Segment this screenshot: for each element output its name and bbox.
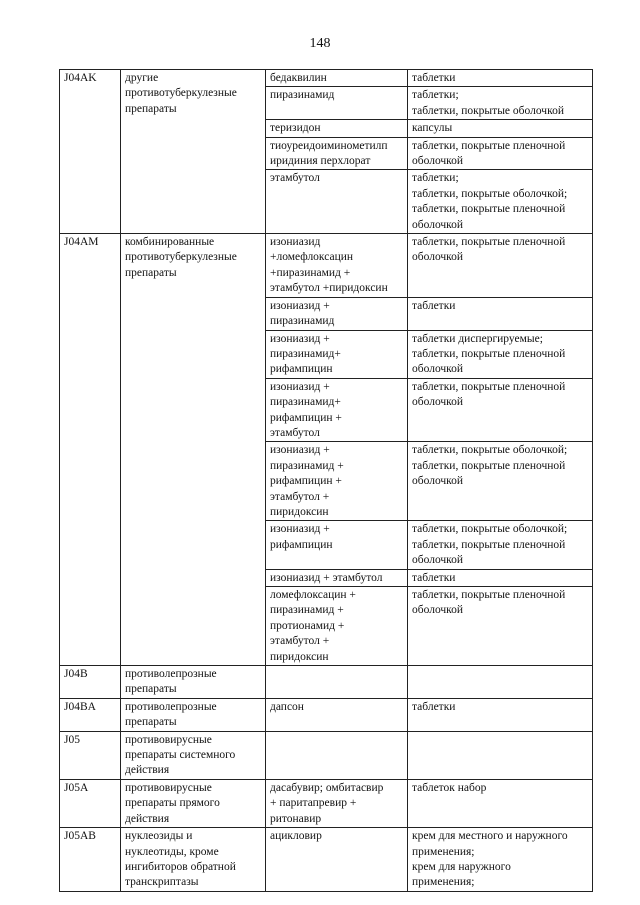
drug-line: ломефлоксацин + <box>270 589 356 601</box>
drug-line: изониазид + <box>270 444 330 457</box>
form-cell <box>408 70 593 87</box>
form-line: таблетки, покрытые пленочной <box>412 538 566 551</box>
form-line: таблетки, покрытые оболочкой; <box>412 444 568 457</box>
atc-code-cell <box>60 234 121 666</box>
drug-cell <box>266 87 408 120</box>
form-cell <box>408 698 593 731</box>
group-line: противолепрозные <box>125 668 217 681</box>
drug-table <box>59 69 593 892</box>
form-line: таблетки; <box>412 89 459 102</box>
drug-cell <box>266 698 408 731</box>
drug-line: рифампицин + <box>270 475 342 488</box>
drug-line: ацикловир <box>270 830 322 843</box>
drug-line: пиразинамид <box>270 315 335 328</box>
form-cell <box>408 442 593 521</box>
group-cell <box>121 666 266 699</box>
form-line: применения; <box>412 845 475 858</box>
form-line: таблетки, покрытые пленочной <box>412 236 566 249</box>
form-cell <box>408 330 593 378</box>
group-line: противовирусные <box>125 733 212 746</box>
form-line: таблетки, покрытые пленочной <box>412 203 566 216</box>
drug-line: пиразинамид + <box>270 604 344 617</box>
atc-code-cell <box>60 828 121 892</box>
drug-cell <box>266 587 408 666</box>
form-line: таблетки, покрытые пленочной <box>412 139 566 152</box>
atc-code-cell <box>60 698 121 731</box>
form-line: капсулы <box>412 122 453 135</box>
form-line: таблетки диспергируемые; <box>412 332 543 345</box>
form-line: оболочкой <box>412 363 464 376</box>
form-line: таблеток набор <box>412 781 487 794</box>
group-line: противотуберкулезные <box>125 87 237 100</box>
drug-cell <box>266 234 408 298</box>
form-cell <box>408 234 593 298</box>
form-line: оболочкой <box>412 554 464 567</box>
drug-line: теризидон <box>270 122 321 135</box>
atc-code: J04AK <box>64 72 97 84</box>
form-line: таблетки, покрытые пленочной <box>412 347 566 360</box>
drug-line: изониазид + <box>270 332 330 345</box>
drug-line: этамбутол +пиридоксин <box>270 282 388 295</box>
drug-line: +пиразинамид + <box>270 266 351 279</box>
group-line: комбинированные <box>125 236 215 249</box>
form-line: таблетки, покрытые оболочкой; <box>412 523 568 536</box>
group-line: противовирусные <box>125 781 212 794</box>
table-row <box>60 779 593 827</box>
form-line: оболочкой <box>412 218 464 231</box>
form-line: таблетки <box>412 700 456 713</box>
drug-cell <box>266 330 408 378</box>
form-cell <box>408 120 593 137</box>
drug-line: пиразинамид+ <box>270 396 341 409</box>
group-line: противолепрозные <box>125 700 217 713</box>
form-line: таблетки, покрытые оболочкой <box>412 104 564 117</box>
atc-code: J04AM <box>64 236 99 249</box>
drug-line: тиоуреидоиминометилп <box>270 139 388 152</box>
form-line: таблетки, покрытые пленочной <box>412 380 566 393</box>
drug-cell <box>266 828 408 892</box>
form-cell <box>408 779 593 827</box>
form-cell <box>408 521 593 569</box>
group-line: препараты <box>125 266 177 279</box>
form-line: таблетки; <box>412 172 459 185</box>
drug-line: + паритапревир + <box>270 797 357 810</box>
atc-code: J04BA <box>64 700 96 713</box>
group-line: противотуберкулезные <box>125 251 237 264</box>
atc-code: J05 <box>64 733 80 746</box>
atc-code: J05AB <box>64 830 96 843</box>
table-row <box>60 666 593 699</box>
drug-line: иридиния перхлорат <box>270 155 371 168</box>
drug-line: пиридоксин <box>270 650 329 663</box>
form-line: оболочкой <box>412 475 464 488</box>
drug-line: этамбутол <box>270 172 320 185</box>
page-number: 148 <box>309 36 331 51</box>
group-cell <box>121 779 266 827</box>
drug-line: пиразинамид+ <box>270 347 341 360</box>
form-line: оболочкой <box>412 604 464 617</box>
drug-line: этамбутол <box>270 426 320 439</box>
table-row <box>60 698 593 731</box>
group-line: ингибиторов обратной <box>125 860 236 873</box>
form-line: таблетки <box>412 571 456 584</box>
drug-cell <box>266 779 408 827</box>
table-row <box>60 234 593 298</box>
drug-cell <box>266 120 408 137</box>
group-line: транскриптазы <box>125 876 199 889</box>
drug-cell <box>266 731 408 779</box>
drug-line: изониазид <box>270 236 321 249</box>
atc-code-cell <box>60 731 121 779</box>
drug-line: ритонавир <box>270 812 322 825</box>
group-line: действия <box>125 812 170 825</box>
form-cell <box>408 587 593 666</box>
drug-cell <box>266 297 408 330</box>
group-cell <box>121 698 266 731</box>
drug-line: пиридоксин <box>270 505 329 518</box>
table-row <box>60 70 593 87</box>
atc-code-cell <box>60 666 121 699</box>
group-line: действия <box>125 764 170 777</box>
group-cell <box>121 234 266 666</box>
atc-code-cell <box>60 70 121 234</box>
form-line: крем для наружного <box>412 860 511 873</box>
form-line: таблетки, покрытые оболочкой; <box>412 187 568 200</box>
form-line: применения; <box>412 876 475 889</box>
form-line: оболочкой <box>412 251 464 264</box>
drug-cell <box>266 442 408 521</box>
drug-cell <box>266 378 408 442</box>
drug-cell <box>266 521 408 569</box>
form-cell <box>408 378 593 442</box>
atc-code: J04B <box>64 668 88 681</box>
drug-line: рифампицин <box>270 363 333 376</box>
table-row <box>60 731 593 779</box>
form-cell <box>408 170 593 234</box>
form-line: таблетки, покрытые пленочной <box>412 589 566 601</box>
group-line: препараты <box>125 716 177 729</box>
drug-line: рифампицин <box>270 538 333 551</box>
form-cell <box>408 137 593 170</box>
form-cell <box>408 569 593 586</box>
drug-cell <box>266 170 408 234</box>
drug-line: пиразинамид + <box>270 459 344 472</box>
group-cell <box>121 828 266 892</box>
form-line: оболочкой <box>412 155 464 168</box>
atc-code: J05A <box>64 781 89 794</box>
form-cell <box>408 297 593 330</box>
form-line: крем для местного и наружного <box>412 830 568 843</box>
drug-line: этамбутол + <box>270 635 330 648</box>
drug-line: +ломефлоксацин <box>270 251 354 264</box>
drug-line: изониазид + <box>270 523 330 536</box>
form-cell <box>408 731 593 779</box>
group-cell <box>121 70 266 234</box>
group-line: препараты прямого <box>125 797 220 810</box>
form-line: таблетки <box>412 299 456 312</box>
group-line: препараты <box>125 683 177 696</box>
group-line: препараты системного <box>125 749 236 762</box>
group-cell <box>121 731 266 779</box>
drug-line: изониазид + <box>270 299 330 312</box>
group-line: нуклеотиды, кроме <box>125 845 219 858</box>
form-line: таблетки, покрытые пленочной <box>412 459 566 472</box>
form-cell <box>408 666 593 699</box>
drug-line: дасабувир; омбитасвир <box>270 781 384 794</box>
drug-cell <box>266 70 408 87</box>
form-cell <box>408 828 593 892</box>
drug-line: бедаквилин <box>270 72 327 84</box>
drug-cell <box>266 137 408 170</box>
drug-line: пиразинамид <box>270 89 335 102</box>
group-line: препараты <box>125 102 177 115</box>
table-row <box>60 828 593 892</box>
drug-cell <box>266 666 408 699</box>
drug-line: рифампицин + <box>270 411 342 424</box>
atc-code-cell <box>60 779 121 827</box>
form-line: таблетки <box>412 72 456 84</box>
drug-line: протионамид + <box>270 619 345 632</box>
drug-line: дапсон <box>270 700 304 713</box>
drug-line: изониазид + <box>270 380 330 393</box>
drug-cell <box>266 569 408 586</box>
group-line: другие <box>125 72 159 84</box>
drug-line: этамбутол + <box>270 490 330 503</box>
drug-line: изониазид + этамбутол <box>270 571 383 584</box>
form-line: оболочкой <box>412 396 464 409</box>
group-line: нуклеозиды и <box>125 830 193 843</box>
form-cell <box>408 87 593 120</box>
